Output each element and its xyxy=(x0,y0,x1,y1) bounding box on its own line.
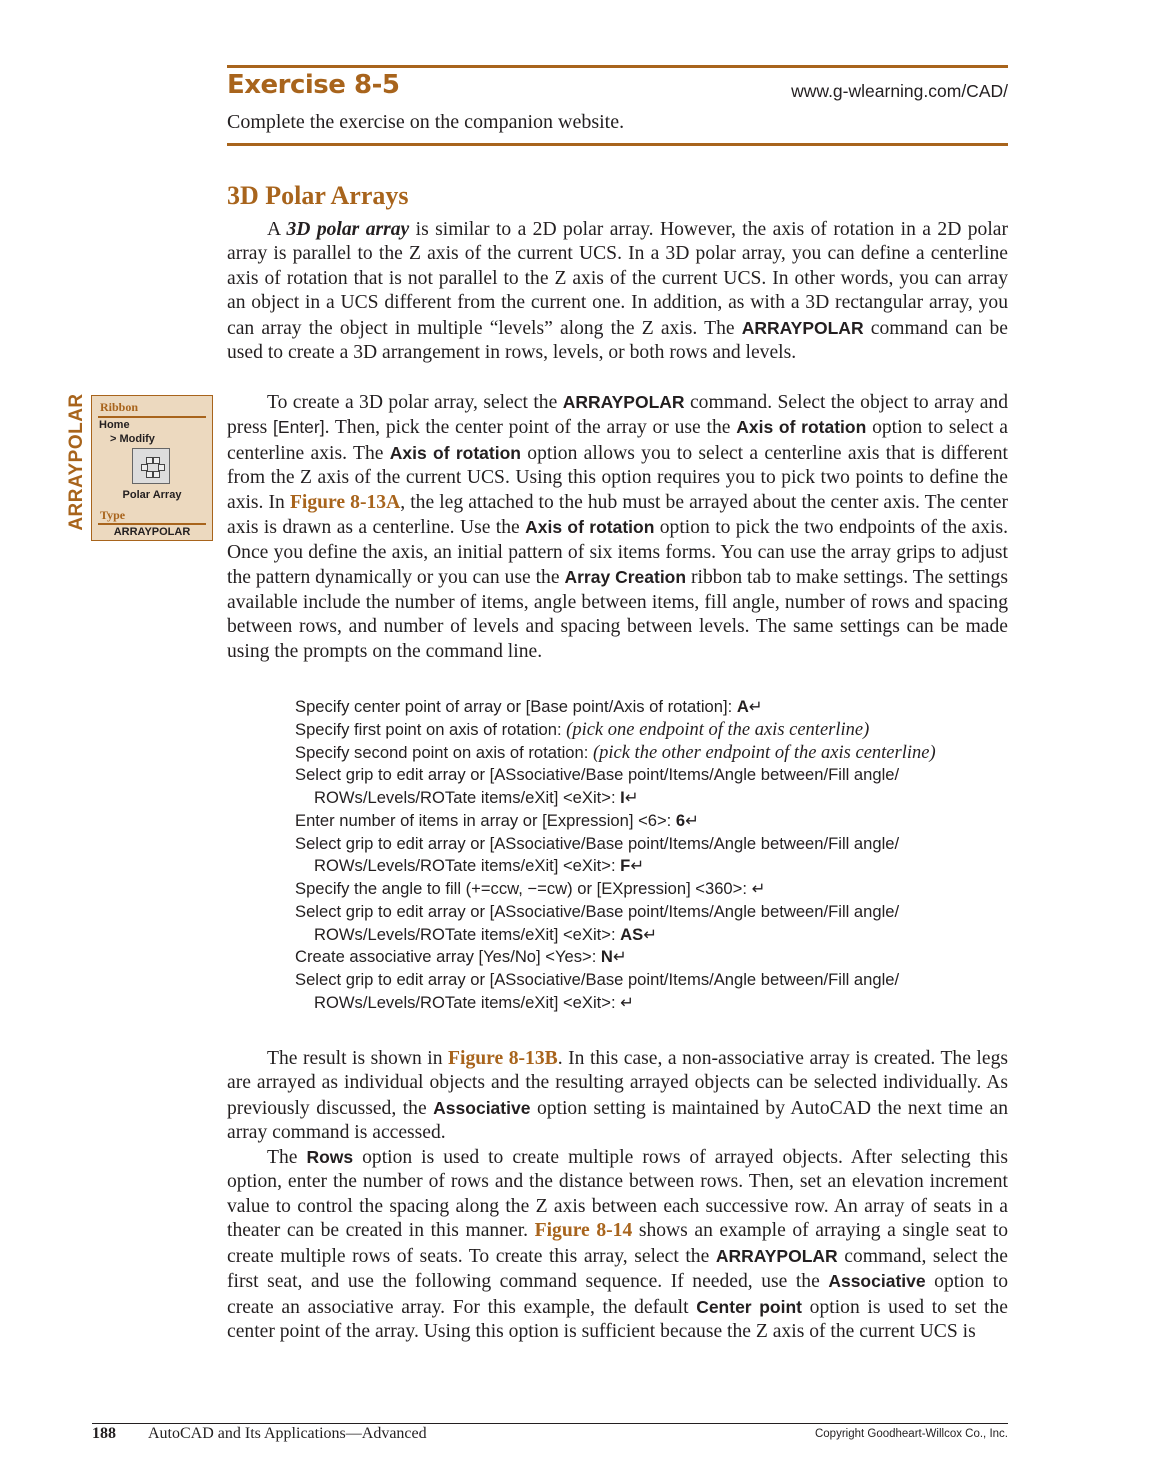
command-prompt: Select grip to edit array or [ASsociative/Base point/Items/Angle between/Fill angle/ ROWs/Levels/ROTate items/eXit] <eXit>: xyxy=(295,970,900,1012)
text-run: option allows you to select a centerline axis that is different from the Z axis of the current UCS. Using this option requires you to pick two points to define the axis. In xyxy=(227,442,1008,513)
key-term: 3D polar array xyxy=(286,219,410,240)
enter-key-icon: ↵ xyxy=(751,879,766,898)
text-run: A xyxy=(267,219,287,240)
command-term: Center point xyxy=(696,1296,803,1317)
command-prompt: Specify the angle to fill (+=ccw, −=cw) or [EXpression] <360>: xyxy=(295,879,752,898)
text-run: command. Select the object to array and press xyxy=(227,392,1008,439)
figure-reference[interactable]: Figure 8-13A xyxy=(289,491,401,513)
ribbon-heading: Ribbon xyxy=(100,400,139,414)
page-number: 188 xyxy=(92,1425,116,1442)
command-prompt: Enter number of items in array or [Expression] <6>: xyxy=(295,810,676,830)
text-run: The xyxy=(267,1147,307,1168)
command-response: AS xyxy=(620,924,644,944)
command-response: (pick one endpoint of the axis centerline) xyxy=(566,719,870,740)
type-heading: Type xyxy=(100,508,126,522)
body-paragraph xyxy=(227,1047,1008,1146)
text-run: The result is shown in xyxy=(267,1048,449,1069)
command-line xyxy=(295,696,1005,719)
divider xyxy=(98,523,206,525)
text-run: ribbon tab to make settings. The settings available include the number of items, angle between items, fill angle, number of rows and spacing between rows, and number of levels and spacing between levels. The same settings can be made using the prompts on the command line. xyxy=(227,567,1008,662)
key-name: [Enter] xyxy=(273,417,325,438)
command-line xyxy=(295,810,1005,833)
command-response: I xyxy=(620,788,625,807)
book-title: AutoCAD and Its Applications—Advanced xyxy=(148,1425,427,1442)
ribbon-button-label: Polar Array xyxy=(122,489,182,501)
command-prompt: Select grip to edit array or [ASsociative/Base point/Items/Angle between/Fill angle/ ROWs/Levels/ROTate items/eXit] <eXit>: xyxy=(295,901,900,944)
command-line xyxy=(295,878,1005,901)
text-run: option to pick the two endpoints of the axis. Once you define the axis, an initial pattern of six items forms. You can use the array grips to adjust the pattern dynamically or you can use the xyxy=(227,517,1008,589)
body-paragraph xyxy=(227,390,1008,664)
command-term: Axis of rotation xyxy=(389,442,521,463)
command-term: Associative xyxy=(828,1271,926,1292)
figure-reference[interactable]: Figure 8-13B xyxy=(448,1048,558,1069)
command-prompt: Specify center point of array or [Base point/Axis of rotation]: xyxy=(295,697,737,716)
enter-key-icon: ↵ xyxy=(748,697,763,716)
enter-key-icon: ↵ xyxy=(630,856,645,876)
text-run: command, select the first seat, and use the following command sequence. If needed, use the xyxy=(227,1245,1008,1293)
command-response: F xyxy=(620,856,631,876)
command-sequence xyxy=(295,696,1005,1015)
text-run: . In this case, a non-associative array is created. The legs are arrayed as individual objects and the resulting arrayed objects can be selected individually. As previously discussed, the xyxy=(227,1048,1008,1119)
command-term: ARRAYPOLAR xyxy=(715,1245,838,1266)
polar-array-icon xyxy=(132,448,170,484)
ribbon-tab: Home xyxy=(99,419,130,431)
text-run: option is used to set the center point of the array. Using this option is sufficient because the Z axis of the current UCS is xyxy=(227,1296,1008,1343)
copyright: Copyright Goodheart-Willcox Co., Inc. xyxy=(814,1428,1008,1440)
text-run: option to create an associative array. For this example, the default xyxy=(227,1271,1008,1318)
exercise-bottom-rule xyxy=(227,143,1008,146)
exercise-description: Complete the exercise on the companion website. xyxy=(227,111,625,133)
text-run: option is used to create multiple rows of arrayed objects. After selecting this option, enter the number of rows and the distance between rows. Then, set an elevation increment value to control the spacing along the Z axis between each successive row. An array of seats in a theater can be created in this manner. xyxy=(227,1147,1008,1242)
ribbon-panel: > Modify xyxy=(110,433,155,445)
ribbon-reference-box xyxy=(91,395,213,541)
exercise-url[interactable]: www.g-wlearning.com/CAD/ xyxy=(791,81,1008,101)
command-line xyxy=(295,969,1005,1015)
text-run: option to select a centerline axis. The xyxy=(227,417,1008,464)
enter-key-icon: ↵ xyxy=(620,992,635,1012)
command-line xyxy=(295,901,1005,947)
command-line xyxy=(295,833,1005,879)
divider xyxy=(98,416,206,418)
command-line xyxy=(295,764,1005,810)
command-response: (pick the other endpoint of the axis centerline) xyxy=(592,742,936,763)
command-term: ARRAYPOLAR xyxy=(562,392,685,412)
command-term: Axis of rotation xyxy=(525,517,655,538)
command-term: Array Creation xyxy=(564,567,687,588)
command-line xyxy=(295,719,1005,742)
command-prompt: Specify second point on axis of rotation: xyxy=(295,742,593,762)
command-term: Rows xyxy=(306,1147,354,1167)
command-margin-label xyxy=(64,393,90,531)
body-paragraph xyxy=(227,218,1008,366)
exercise-top-rule xyxy=(227,65,1008,68)
enter-key-icon: ↵ xyxy=(643,924,658,944)
body-paragraph xyxy=(227,1145,1008,1345)
text-run: , the leg attached to the hub must be arrayed about the center axis. The center axis is drawn as a centerline. Use the xyxy=(227,491,1008,539)
enter-key-icon: ↵ xyxy=(624,788,639,807)
command-line xyxy=(295,742,1005,765)
exercise-title: Exercise 8-5 xyxy=(227,70,400,100)
command-term: Axis of rotation xyxy=(736,417,867,438)
command-term: Associative xyxy=(433,1097,531,1118)
enter-key-icon: ↵ xyxy=(685,810,700,830)
command-prompt: Specify first point on axis of rotation: xyxy=(295,719,567,739)
text-run: option setting is maintained by AutoCAD the next time an array command is accessed. xyxy=(227,1097,1008,1144)
text-run: . Then, pick the center point of the array or use the xyxy=(324,417,737,439)
command-response: 6 xyxy=(675,810,686,830)
text-run: is similar to a 2D polar array. However, the axis of rotation in a 2D polar array is parallel to the Z axis of the current UCS. In a 3D polar array, you can define a centerline axis of rotation that is not parallel to the Z axis of the current UCS. In other words, you can array an object in a UCS different from the current one. In addition, as with a 3D rectangular array, you can array the object in multiple “levels” along the Z axis. The xyxy=(227,219,1009,339)
command-prompt: Select grip to edit array or [ASsociative/Base point/Items/Angle between/Fill angle/ ROWs/Levels/ROTate items/eXit] <eXit>: xyxy=(295,833,900,876)
figure-reference[interactable]: Figure 8-14 xyxy=(534,1220,633,1242)
command-prompt: Select grip to edit array or [ASsociative/Base point/Items/Angle between/Fill angle/ ROWs/Levels/ROTate items/eXit] <eXit>: xyxy=(295,765,900,807)
command-line xyxy=(295,946,1005,969)
footer-rule xyxy=(92,1423,1008,1424)
text-run: command can be used to create a 3D arrangement in rows, levels, or both rows and levels. xyxy=(227,317,1008,364)
type-command: ARRAYPOLAR xyxy=(113,526,191,538)
text-run: shows an example of arraying a single seat to create multiple rows of seats. To create this array, select the xyxy=(227,1220,1008,1267)
command-prompt: Create associative array [Yes/No] <Yes>: xyxy=(295,947,601,967)
command-response: A xyxy=(736,697,749,716)
command-margin-label-text: ARRAYPOLAR xyxy=(66,393,87,531)
command-term: ARRAYPOLAR xyxy=(741,317,864,338)
text-run: To create a 3D polar array, select the xyxy=(267,392,563,413)
command-response: N xyxy=(600,947,613,967)
section-heading: 3D Polar Arrays xyxy=(227,181,409,210)
enter-key-icon: ↵ xyxy=(612,947,627,967)
